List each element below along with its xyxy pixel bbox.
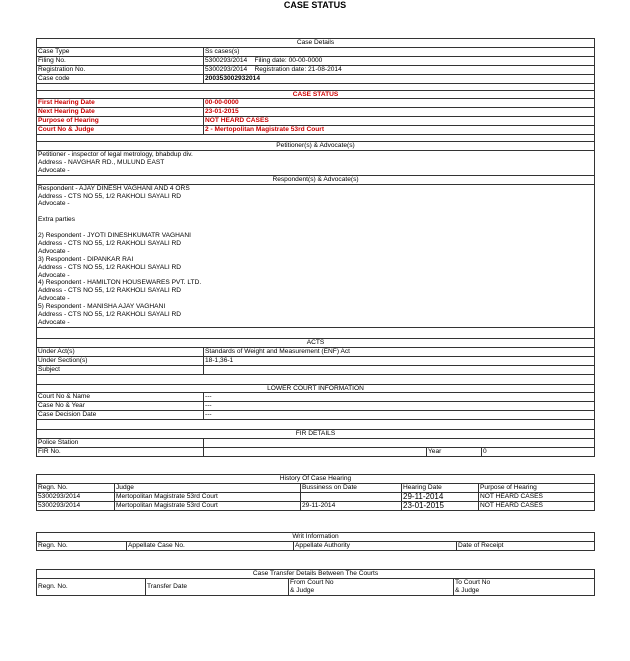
transfer-column-headers [37,578,595,595]
respondent-address: Address - CTS NO 55, 1/2 RAKHOLI SAYALI RD [38,263,182,271]
col-judge: Judge [115,483,301,492]
respondent-advocate: Advocate - [38,319,70,326]
registration-no: 5300293/2014 [205,65,248,73]
spacer [37,135,595,142]
filing-date: Filing date: 00-00-0000 [254,56,323,64]
col-date-of-receipt: Date of Receipt [457,541,595,550]
cell-business-date [301,492,402,501]
under-section-label: Under Section(s) [37,356,204,365]
fir-no-value [204,447,427,456]
cell-judge: Mertopolitan Magistrate 53rd Court [115,501,301,510]
acts-header: ACTS [37,338,595,347]
case-details-header: Case Details [37,39,595,48]
page-title: CASE STATUS [283,0,347,10]
subject-label: Subject [37,365,204,374]
lower-court-row [37,411,595,420]
petitioner-advocate: Advocate - [38,166,70,174]
cell-business-date: 29-11-2014 [301,501,402,510]
decision-date-value: --- [204,411,595,420]
spacer [37,420,595,430]
respondent-address: Address - CTS NO 55, 1/2 RAKHOLI SAYALI RD [38,287,182,295]
case-detail-row [37,56,595,65]
respondent-address: Address - CTS NO 55, 1/2 RAKHOLI SAYALI RD [38,192,182,200]
fir-row [37,447,595,456]
spacer [37,374,595,384]
cell-purpose: NOT HEARD CASES [479,501,595,510]
status-row [37,126,595,135]
cell-regn-no: 5300293/2014 [37,492,115,501]
respondent-advocate: Advocate - [38,200,70,208]
case-detail-row [37,65,595,74]
case-status-header: CASE STATUS [37,90,595,99]
respondent-line: 5) Respondent - MANISHA AJAY VAGHANI [38,303,166,311]
respondent-details [37,184,595,327]
filing-no-label: Filing No. [37,56,204,65]
respondent-line: 3) Respondent - DIPANKAR RAI [38,255,134,263]
lower-court-row [37,393,595,402]
col-regn-no: Regn. No. [37,483,115,492]
acts-row [37,365,595,374]
lower-court-header: LOWER COURT INFORMATION [37,384,595,393]
from-court-line1: From Court No [290,578,334,586]
under-act-label: Under Act(s) [37,347,204,356]
court-name-value: --- [204,393,595,402]
col-appellate-case: Appellate Case No. [127,541,294,550]
petitioner-line: Petitioner - inspector of legal metrology, bhabdup div. [38,150,193,158]
history-header: History Of Case Hearing [37,475,595,484]
history-column-headers [37,483,595,492]
court-judge-label: Court No & Judge [37,126,204,135]
transfer-table [36,569,595,596]
case-status-table [36,38,595,457]
year-value: 0 [482,447,595,456]
court-judge-value: 2 - Mertopolitan Magistrate 53rd Court [204,126,595,135]
acts-row [37,347,595,356]
police-station-value [204,439,595,448]
petitioner-header: Petitioner(s) & Advocate(s) [37,142,595,151]
fir-header: FIR DETAILS [37,430,595,439]
first-hearing-label: First Hearing Date [37,99,204,108]
respondent-header: Respondent(s) & Advocate(s) [37,175,595,184]
subject-value [204,365,595,374]
case-code-label: Case code [37,74,204,83]
purpose-label: Purpose of Hearing [37,117,204,126]
col-to-court [454,578,595,595]
blank-line [38,224,593,232]
respondent-advocate: Advocate - [38,295,70,303]
decision-date-label: Case Decision Date [37,411,204,420]
col-business-date: Bussiness on Date [301,483,402,492]
transfer-header: Case Transfer Details Between The Courts [37,570,595,579]
col-purpose: Purpose of Hearing [479,483,595,492]
writ-table [36,532,595,551]
case-code-value: 200353002932014 [204,74,595,83]
blank-line [38,208,593,216]
court-name-label: Court No & Name [37,393,204,402]
petitioner-address: Address - NAVGHAR RD., MULUND EAST [38,158,165,166]
registration-no-value [204,65,595,74]
next-hearing-value: 23-01-2015 [204,108,595,117]
col-hearing-date: Hearing Date [402,483,479,492]
col-transfer-date: Transfer Date [146,578,289,595]
from-court-line2: & Judge [290,586,315,594]
cell-judge: Mertopolitan Magistrate 53rd Court [115,492,301,501]
respondent-advocate: Advocate - [38,247,70,255]
registration-no-label: Registration No. [37,65,204,74]
case-detail-row [37,74,595,83]
case-detail-row [37,47,595,56]
case-type-value: Ss cases(s) [204,47,595,56]
cell-purpose: NOT HEARD CASES [479,492,595,501]
case-type-label: Case Type [37,47,204,56]
filing-no: 5300293/2014 [205,56,248,64]
status-row [37,99,595,108]
year-label: Year [427,447,482,456]
case-year-value: --- [204,402,595,411]
writ-column-headers [37,541,595,550]
under-act-value: Standards of Weight and Measurement (ENF) Act [204,347,595,356]
filing-no-value [204,56,595,65]
respondent-address: Address - CTS NO 55, 1/2 RAKHOLI SAYALI RD [38,311,182,319]
cell-hearing-date: 29-11-2014 [402,492,479,501]
col-appellate-authority: Appellate Authority [294,541,457,550]
history-table [36,474,595,511]
next-hearing-label: Next Hearing Date [37,108,204,117]
police-station-label: Police Station [37,439,204,448]
col-regn-no: Regn. No. [37,541,127,550]
purpose-value: NOT HEARD CASES [204,117,595,126]
status-row [37,108,595,117]
extra-parties-label: Extra parties [38,216,76,224]
registration-date: Registration date: 21-08-2014 [254,65,342,73]
writ-header: Writ Information [37,533,595,542]
cell-hearing-date: 23-01-2015 [402,501,479,510]
to-court-line2: & Judge [455,586,480,594]
table-row [37,501,595,510]
under-section-value: 18-1,36-1 [204,356,595,365]
spacer [37,83,595,90]
table-row [37,492,595,501]
col-from-court [289,578,454,595]
cell-regn-no: 5300293/2014 [37,501,115,510]
first-hearing-value: 00-00-0000 [204,99,595,108]
respondent-advocate: Advocate - [38,271,70,279]
respondent-line: 2) Respondent - JYOTI DINESHKUMATR VAGHANI [38,232,191,240]
spacer [37,327,595,338]
to-court-line1: To Court No [455,578,491,586]
fir-row [37,439,595,448]
lower-court-row [37,402,595,411]
respondent-line: 4) Respondent - HAMILTON HOUSEWARES PVT. LTD. [38,279,202,287]
petitioner-details [37,150,595,175]
respondent-line: Respondent - AJAY DINESH VAGHANI AND 4 ORS [38,184,190,192]
col-regn-no: Regn. No. [37,578,146,595]
respondent-address: Address - CTS NO 55, 1/2 RAKHOLI SAYALI RD [38,239,182,247]
status-row [37,117,595,126]
fir-no-label: FIR No. [37,447,204,456]
case-year-label: Case No & Year [37,402,204,411]
acts-row [37,356,595,365]
